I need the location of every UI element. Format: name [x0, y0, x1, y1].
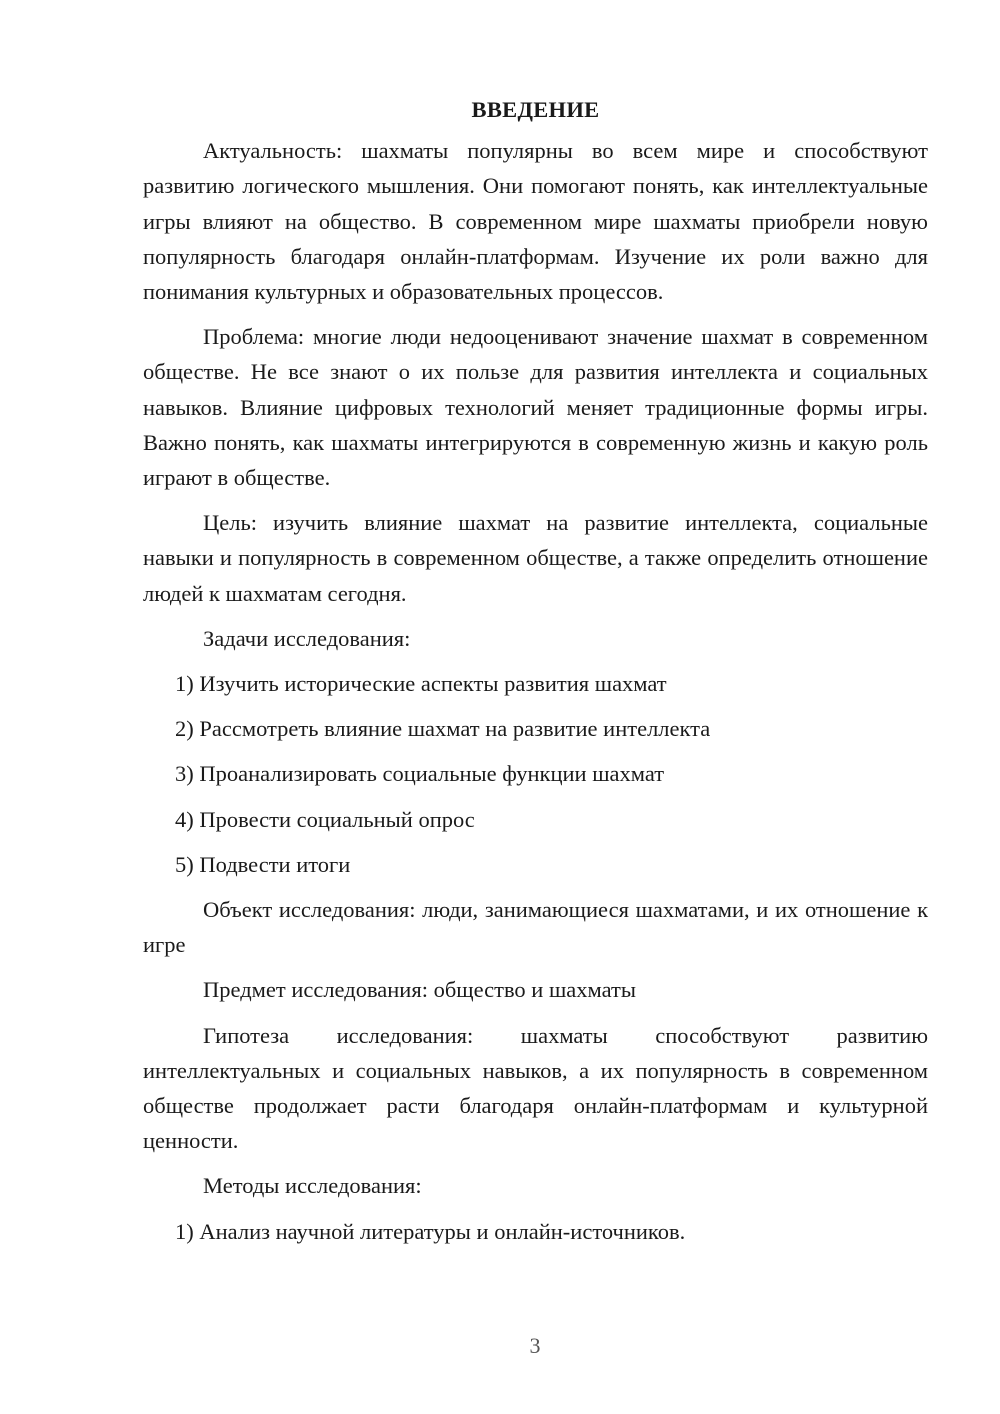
page-number: 3 — [529, 1333, 541, 1358]
relevance-paragraph: Актуальность: шахматы популярны во всем мире и способствуют развитию логического мышления. Они помогают понять, как интеллектуальные игры влияют на общество. В современном мире шахматы приобрели новую популярность благодаря онлайн-платформам. Изучение их роли важно для понимания культурных и образовательных процессов. — [143, 138, 928, 305]
list-item: 2) Рассмотреть влияние шахмат на развитие интеллекта — [175, 716, 711, 742]
object-paragraph: Объект исследования: люди, занимающиеся шахматами, и их отношение к игре — [143, 897, 928, 958]
methods-list — [143, 1214, 928, 1249]
subject-paragraph: Предмет исследования: общество и шахматы — [203, 977, 636, 1003]
list-item: 5) Подвести итоги — [175, 851, 351, 877]
list-item: 1) Изучить исторические аспекты развития шахмат — [175, 671, 667, 697]
tasks-heading: Задачи исследования: — [203, 625, 411, 651]
list-item: 3) Проанализировать социальные функции шахмат — [175, 761, 665, 787]
methods-heading: Методы исследования: — [203, 1173, 422, 1199]
problem-paragraph: Проблема: многие люди недооценивают значение шахмат в современном обществе. Не все знают о их пользе для развития интеллекта и социальных навыков. Влияние цифровых технологий меняет традиционные формы игры. Важно понять, как шахматы интегрируются в современную жизнь и какую роль играют в обществе. — [143, 324, 928, 491]
list-item: 1) Анализ научной литературы и онлайн-источников. — [175, 1218, 686, 1244]
tasks-list — [143, 666, 928, 882]
page-title: ВВЕДЕНИЕ — [471, 97, 600, 122]
goal-paragraph: Цель: изучить влияние шахмат на развитие интеллекта, социальные навыки и популярность в современном обществе, а также определить отношение людей к шахматам сегодня. — [143, 510, 928, 606]
list-item: 4) Провести социальный опрос — [175, 806, 475, 832]
document-page — [143, 92, 928, 1259]
hypothesis-paragraph: Гипотеза исследования: шахматы способствуют развитию интеллектуальных и социальных навыков, а их популярность в современном обществе продолжает расти благодаря онлайн-платформам и культурной ценности. — [143, 1022, 928, 1154]
